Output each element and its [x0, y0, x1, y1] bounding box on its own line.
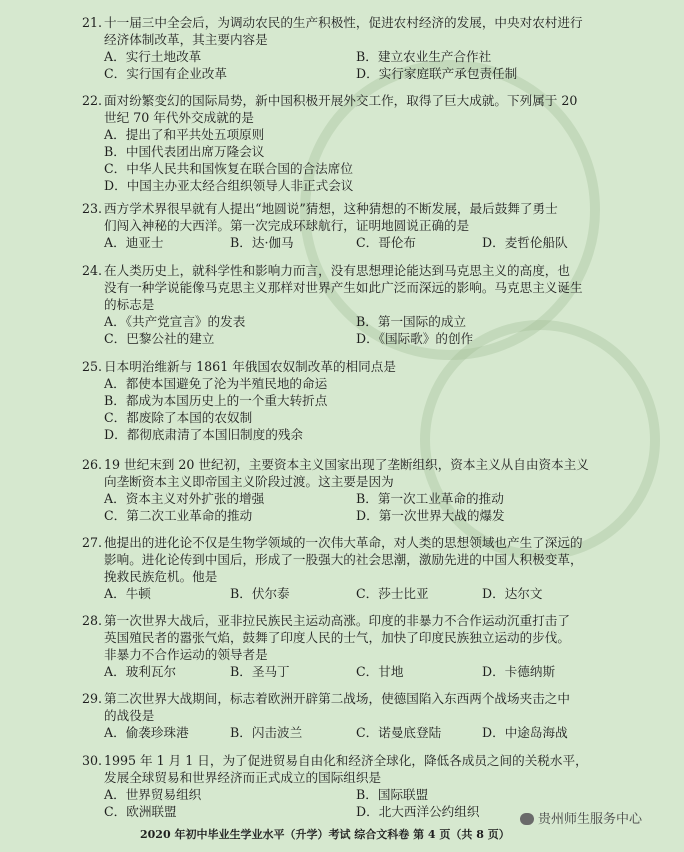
question-stem-line: 挽救民族危机。他是 — [104, 569, 218, 584]
answer-option: A．《共产党宣言》的发表 — [104, 314, 246, 329]
answer-option: A．玻利瓦尔 — [104, 664, 177, 679]
answer-option: D．北大西洋公约组织 — [356, 804, 480, 819]
question-stem-line: 十一届三中全会后，为调动农民的生产积极性，促进农村经济的发展，中央对农村进行 — [104, 15, 583, 30]
answer-option: B．达·伽马 — [230, 235, 294, 250]
answer-option: B．第一次工业革命的推动 — [356, 491, 504, 506]
answer-option: B．中国代表团出席万隆会议 — [104, 144, 265, 159]
question-stem-line: 的标志是 — [104, 297, 155, 312]
question-stem-line: 的战役是 — [104, 708, 155, 723]
answer-option: B．国际联盟 — [356, 787, 429, 802]
question-stem-line: 非暴力不合作运动的领导者是 — [104, 647, 268, 662]
answer-option: C．中华人民共和国恢复在联合国的合法席位 — [104, 161, 353, 176]
answer-option: C．第二次工业革命的推动 — [104, 508, 253, 523]
answer-option: C．甘地 — [356, 664, 404, 679]
question-stem-line: 面对纷繁变幻的国际局势，新中国积极开展外交工作，取得了巨大成就。下列属于 20 — [104, 93, 578, 108]
answer-option: D．都彻底肃清了本国旧制度的残余 — [104, 427, 304, 442]
question-stem-line: 1995 年 1 月 1 日，为了促进贸易自由化和经济全球化，降低各成员之间的关税水平， — [104, 753, 588, 768]
answer-option: D．达尔文 — [482, 586, 543, 601]
question-number: 21. — [82, 15, 103, 30]
question-stem-line: 世纪 70 年代外交成就的是 — [104, 110, 254, 125]
background-decoration — [420, 320, 660, 560]
answer-option: C．哥伦布 — [356, 235, 417, 250]
question-number: 26. — [82, 457, 103, 472]
page-footer: 2020 年初中毕业生学业水平（升学）考试 综合文科卷 第 4 页（共 8 页） — [140, 828, 510, 841]
answer-option: C．诺曼底登陆 — [356, 725, 442, 740]
question-number: 27. — [82, 535, 103, 550]
watermark-text: 贵州师生服务中心 — [538, 812, 643, 827]
question-stem-line: 影响。进化论传到中国后，形成了一股强大的社会思潮，激励先进的中国人积极变革， — [104, 552, 583, 567]
question-stem-line: 第二次世界大战期间，标志着欧洲开辟第二战场，使德国陷入东西两个战场夹击之中 — [104, 691, 570, 706]
question-number: 28. — [82, 613, 103, 628]
question-stem-line: 发展全球贸易和世界经济而正式成立的国际组织是 — [104, 770, 382, 785]
answer-option: C．巴黎公社的建立 — [104, 331, 215, 346]
answer-option: A．牛顿 — [104, 586, 151, 601]
wechat-icon — [520, 813, 534, 825]
watermark — [520, 808, 642, 827]
answer-option: A．实行土地改革 — [104, 49, 202, 64]
question-number: 29. — [82, 691, 103, 706]
question-stem-line: 西方学术界很早就有人提出“地圆说”猜想，这种猜想的不断发展，最后鼓舞了勇士 — [104, 201, 558, 216]
answer-option: D．麦哲伦船队 — [482, 235, 568, 250]
answer-option: D．《国际歌》的创作 — [356, 331, 474, 346]
answer-option: A．偷袭珍珠港 — [104, 725, 189, 740]
answer-option: B．闪击波兰 — [230, 725, 303, 740]
answer-option: D．卡德纳斯 — [482, 664, 556, 679]
answer-option: A．都使本国避免了沦为半殖民地的命运 — [104, 376, 328, 391]
question-stem-line: 向垄断资本主义即帝国主义阶段过渡。这主要是因为 — [104, 474, 394, 489]
answer-option: D．实行家庭联产承包责任制 — [356, 66, 518, 81]
answer-option: B．建立农业生产合作社 — [356, 49, 492, 64]
answer-option: D．中途岛海战 — [482, 725, 568, 740]
question-stem-line: 没有一种学说能像马克思主义那样对世界产生如此广泛而深远的影响。马克思主义诞生 — [104, 280, 583, 295]
question-stem-line: 他提出的进化论不仅是生物学领域的一次伟大革命，对人类的思想领域也产生了深远的 — [104, 535, 583, 550]
answer-option: A．提出了和平共处五项原则 — [104, 127, 265, 142]
question-stem-line: 19 世纪末到 20 世纪初，主要资本主义国家出现了垄断组织，资本主义从自由资本主义 — [104, 457, 589, 472]
question-stem-line: 们闯入神秘的大西洋。第一次完成环球航行，证明地圆说正确的是 — [104, 218, 470, 233]
answer-option: A．世界贸易组织 — [104, 787, 202, 802]
answer-option: D．第一次世界大战的爆发 — [356, 508, 505, 523]
answer-option: B．圣马丁 — [230, 664, 290, 679]
answer-option: B．都成为本国历史上的一个重大转折点 — [104, 393, 328, 408]
answer-option: B．第一国际的成立 — [356, 314, 467, 329]
question-number: 23. — [82, 201, 103, 216]
answer-option: A．迪亚士 — [104, 235, 164, 250]
answer-option: C．都废除了本国的农奴制 — [104, 410, 253, 425]
question-stem-line: 英国殖民者的嚣张气焰，鼓舞了印度人民的士气，加快了印度民族独立运动的步伐。 — [104, 630, 570, 645]
answer-option: C．莎士比亚 — [356, 586, 429, 601]
question-stem-line: 第一次世界大战后，亚非拉民族民主运动高涨。印度的非暴力不合作运动沉重打击了 — [104, 613, 570, 628]
answer-option: D．中国主办亚太经合组织领导人非正式会议 — [104, 178, 354, 193]
question-number: 30. — [82, 753, 103, 768]
answer-option: A．资本主义对外扩张的增强 — [104, 491, 265, 506]
question-number: 22. — [82, 93, 103, 108]
question-stem-line: 经济体制改革，其主要内容是 — [104, 32, 268, 47]
question-stem-line: 在人类历史上，就科学性和影响力而言，没有思想理论能达到马克思主义的高度，也 — [104, 263, 570, 278]
answer-option: C．欧洲联盟 — [104, 804, 177, 819]
question-number: 25. — [82, 359, 103, 374]
question-number: 24. — [82, 263, 103, 278]
answer-option: B．伏尔泰 — [230, 586, 290, 601]
answer-option: C．实行国有企业改革 — [104, 66, 227, 81]
question-stem-line: 日本明治维新与 1861 年俄国农奴制改革的相同点是 — [104, 359, 396, 374]
